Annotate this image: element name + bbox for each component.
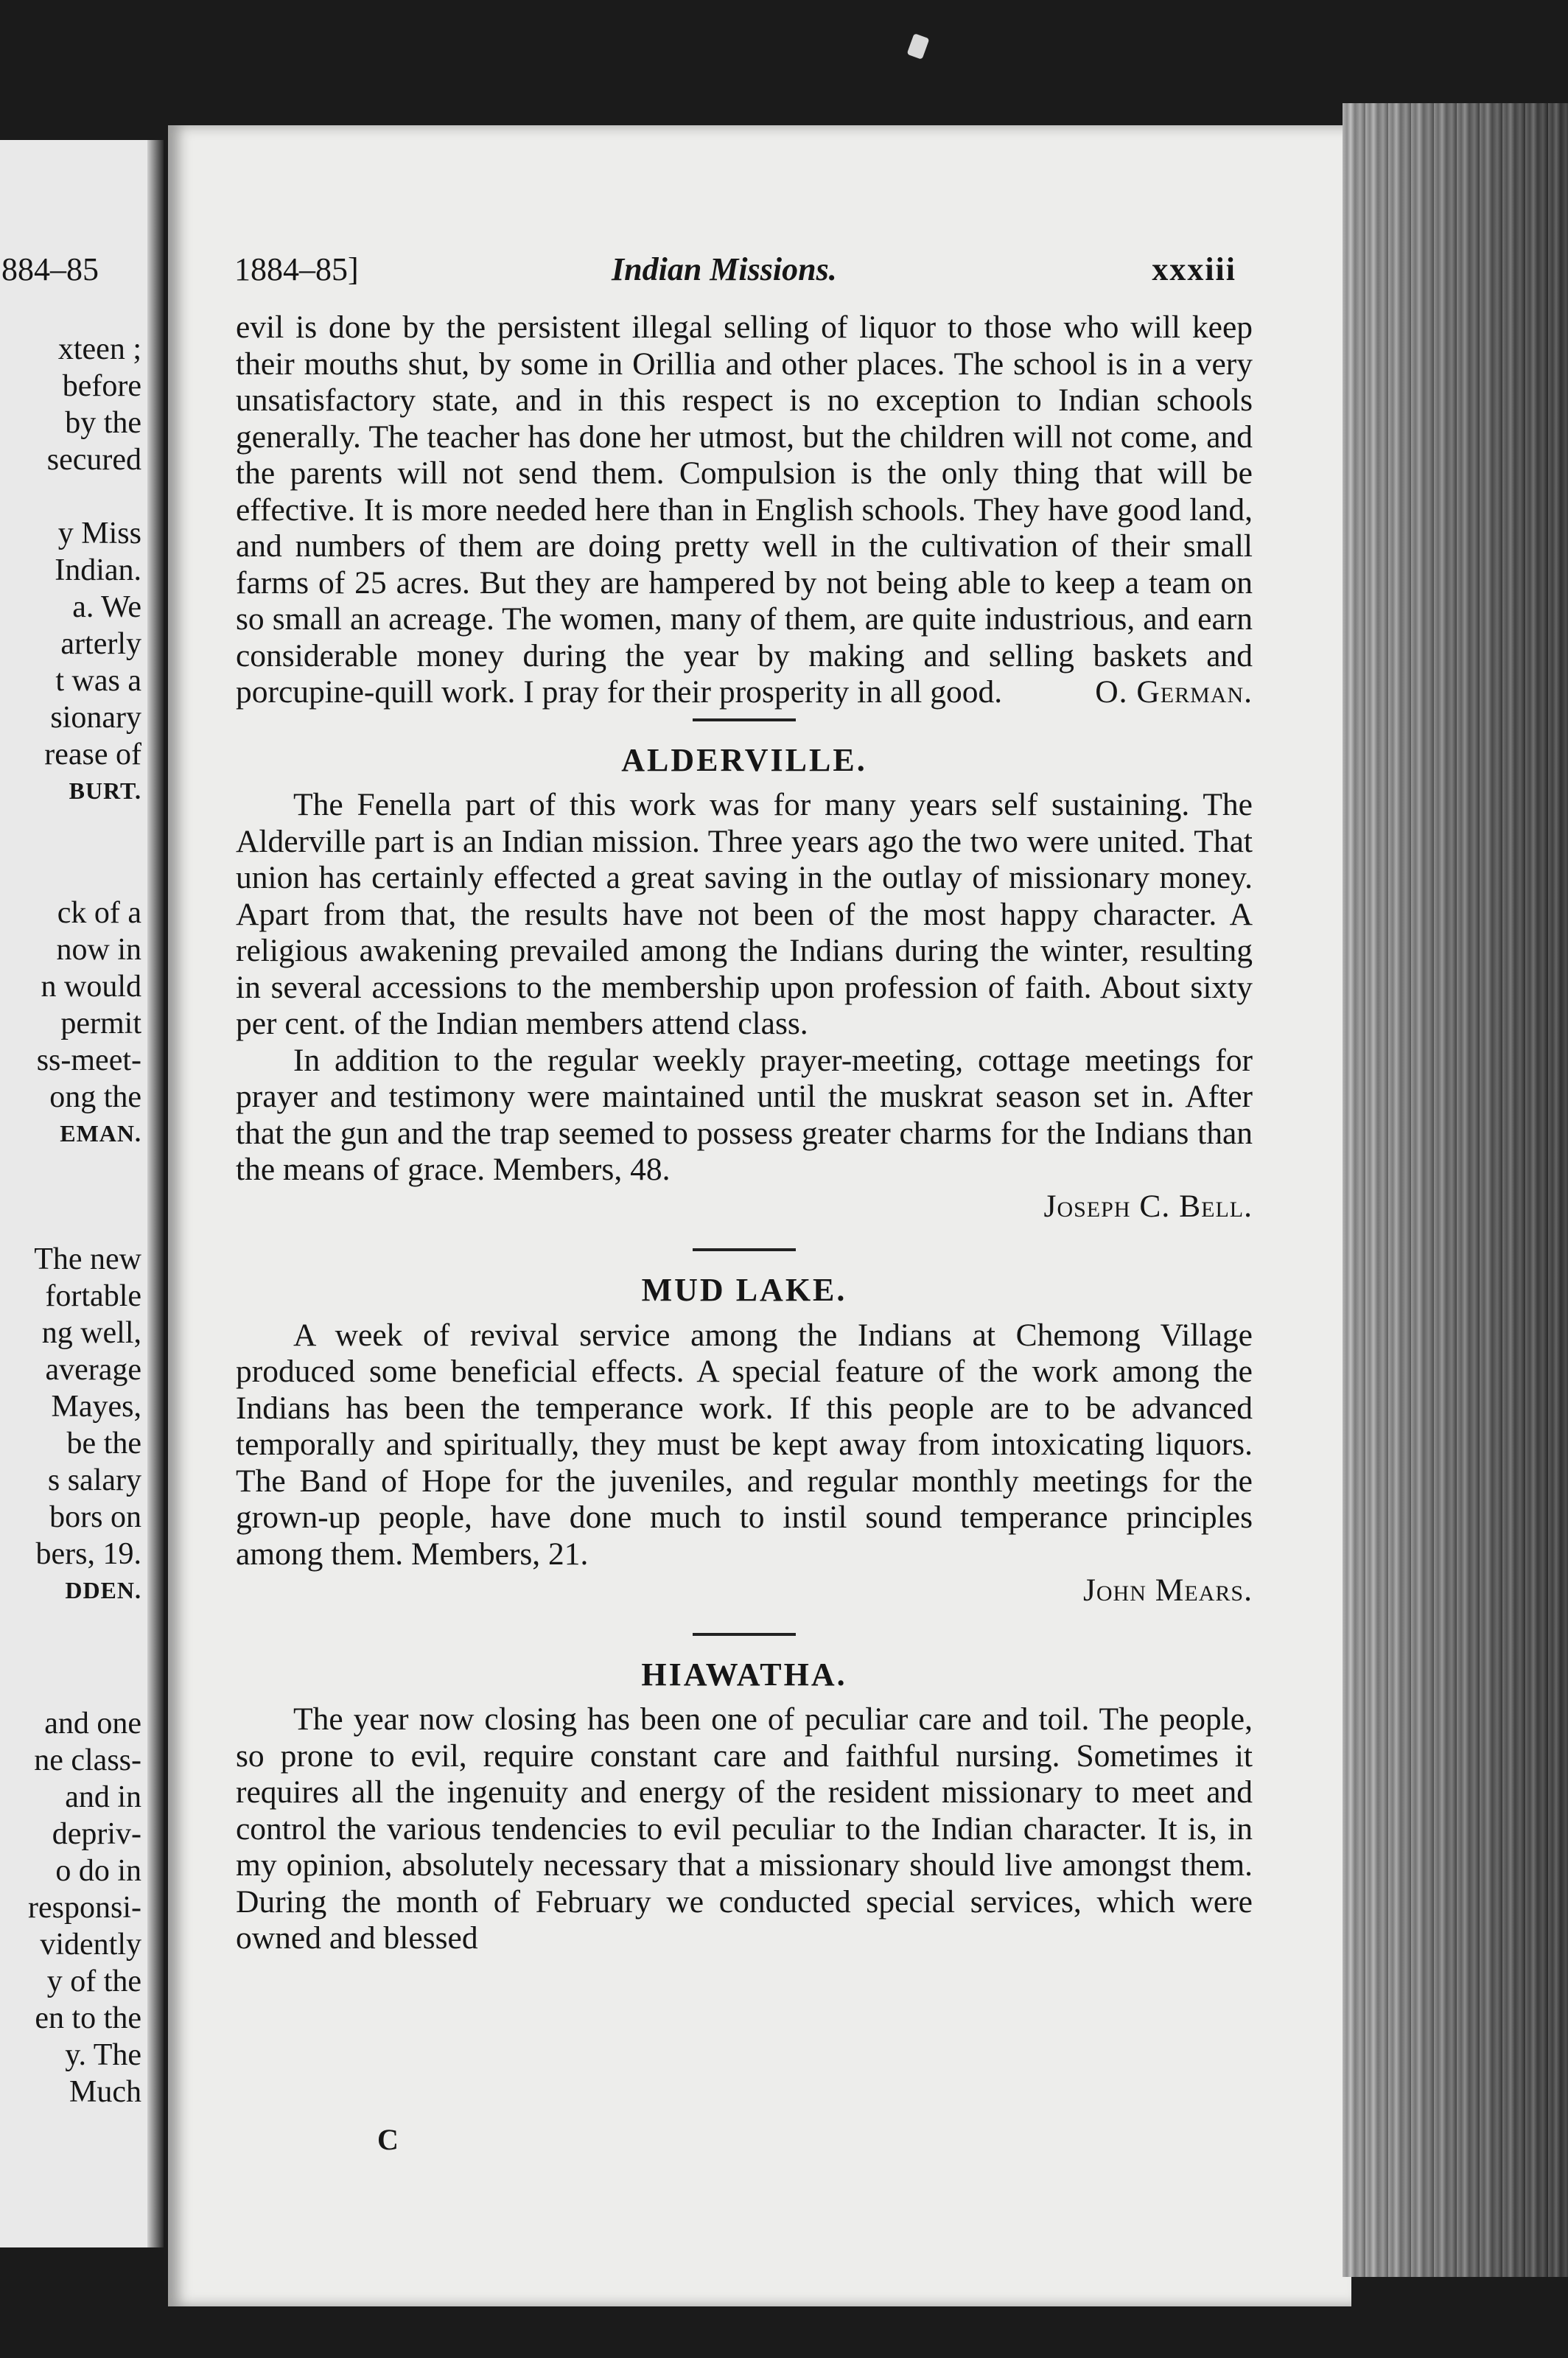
facing-page-line: before — [62, 369, 141, 403]
facing-page-line: xteen ; — [57, 332, 141, 366]
facing-page-line: permit — [60, 1007, 141, 1040]
section-paragraph: The Fenella part of this work was for many years self sustaining. The Alderville part is an Indian mission. Three years ago the two were united. That union has certainly effected a great saving in the outlay of missionary money. Apart from that, the results have not been of the most happy character. A religious awakening prevailed among the Indians during the winter, resulting in several accessions to the membership upon profession of faith. About sixty per cent. of the Indian members attend class. — [236, 787, 1253, 1041]
section-rule — [693, 1633, 796, 1636]
facing-page-line: y of the — [46, 1965, 141, 1998]
facing-page-line: ong the — [49, 1080, 141, 1114]
facing-page-line: Mayes, — [51, 1390, 141, 1424]
facing-page-line: BURT. — [69, 777, 141, 804]
facing-page-line: now in — [56, 933, 141, 967]
facing-page-line: and one — [44, 1707, 141, 1740]
facing-page-line: by the — [65, 406, 141, 440]
facing-page-line: depriv- — [52, 1817, 141, 1851]
section-rule — [693, 1248, 796, 1251]
page-number: xxxiii — [1152, 251, 1236, 287]
facing-page-line: Much — [69, 2075, 141, 2109]
running-head-year: 1884–85] — [234, 251, 359, 287]
page-body — [236, 309, 1253, 1957]
facing-page-line: vidently — [40, 1928, 141, 1962]
facing-page-line: ng well, — [41, 1316, 141, 1350]
facing-page-line: responsi- — [28, 1891, 141, 1925]
facing-page-text — [0, 0, 147, 2358]
section-heading-hiawatha: HIAWATHA. — [641, 1656, 847, 1693]
facing-page-line: bers, 19. — [35, 1537, 141, 1571]
facing-page-line: secured — [46, 443, 141, 477]
facing-page-line: DDEN. — [65, 1577, 141, 1603]
section-paragraph: A week of revival service among the Indians at Chemong Village produced some beneficial effects. A special feature of the work among the Indians has been the temperance work. If this people are to be advanced temporally and spiritually, they must be kept away from intoxicating liquors. The Band of Hope for the juveniles, and regular monthly meetings for the grown-up people, have done much to instil sound temperance principles among them. Members, 21. — [236, 1317, 1253, 1572]
facing-page-line: bors on — [49, 1500, 141, 1534]
facing-page-line: en to the — [35, 2001, 141, 2035]
continued-signature: O. German. — [1095, 674, 1253, 710]
section-signature: Joseph C. Bell. — [1043, 1188, 1253, 1224]
continued-text: evil is done by the persistent illegal selling of liquor to those who will keep their mouths shut, by some in Orillia and other places. The school is in a very unsatisfactory state, and in this respect is no exception to Indian schools generally. The teacher has done her utmost, but the children will not come, and the parents will not send them. Compulsion is the only thing that will be effective. It is more needed here than in English schools. They have good land, and numbers of them are doing pretty well in the cultivation of their small farms of 25 acres. But they are hampered by not being able to keep a team on so small an acreage. The women, many of them, are quite industrious, and earn considerable money during the year by making and selling baskets and porcupine-quill work. I pray for their prosperity in all good. — [236, 309, 1253, 710]
facing-page-line: ck of a — [57, 896, 141, 930]
section-rule — [693, 718, 796, 721]
facing-page-line: The new — [34, 1242, 141, 1276]
facing-page-line: a. We — [72, 590, 141, 624]
facing-page-line: and in — [65, 1780, 141, 1814]
facing-page-line: ne class- — [34, 1743, 141, 1777]
facing-page-line: EMAN. — [60, 1120, 141, 1147]
facing-page-line: average — [45, 1353, 141, 1387]
printer-signature-mark: C — [377, 2123, 399, 2156]
running-head-title: Indian Missions. — [612, 251, 837, 287]
scan-speck — [907, 33, 930, 60]
facing-page-line: t was a — [55, 664, 141, 698]
running-head — [234, 251, 1236, 295]
facing-page-line: fortable — [45, 1279, 141, 1313]
facing-page-line: ss-meet- — [36, 1043, 141, 1077]
section-paragraph: The year now closing has been one of peculiar care and toil. The people, so prone to evil, require constant care and faithful nursing. Sometimes it requires all the ingenuity and energy of the resident missionary to meet and control the various tendencies to evil peculiar to the Indian character. It is, in my opinion, absolutely necessary that a missionary should live amongst them. During the month of February we conducted special services, which were owned and blessed — [236, 1701, 1253, 1956]
facing-page-line: sionary — [50, 701, 141, 735]
facing-page-line: arterly — [60, 627, 141, 661]
section-heading-alderville: ALDERVILLE. — [621, 741, 867, 778]
facing-page-line: y Miss — [57, 517, 141, 550]
section-signature: John Mears. — [1082, 1572, 1253, 1608]
section-paragraph: In addition to the regular weekly prayer-meeting, cottage meetings for prayer and testimony were maintained until the muskrat season set in. After that the gun and the trap seemed to possess greater charms for the Indians than the means of grace. Members, 48. — [236, 1042, 1253, 1187]
facing-page-line: rease of — [44, 738, 141, 772]
facing-page-line: n would — [41, 970, 141, 1004]
page-block-shadow — [1343, 103, 1568, 2277]
facing-page-line: o do in — [55, 1854, 141, 1888]
facing-page-line: Indian. — [55, 553, 141, 587]
facing-page-line: be the — [66, 1427, 141, 1460]
section-heading-mud-lake: MUD LAKE. — [641, 1272, 847, 1308]
continued-paragraph — [236, 309, 1253, 711]
facing-page-header: 884–85 — [1, 251, 99, 287]
facing-page-line: s salary — [47, 1463, 141, 1497]
facing-page-line: y. The — [65, 2038, 141, 2072]
book-gutter — [147, 140, 164, 2247]
